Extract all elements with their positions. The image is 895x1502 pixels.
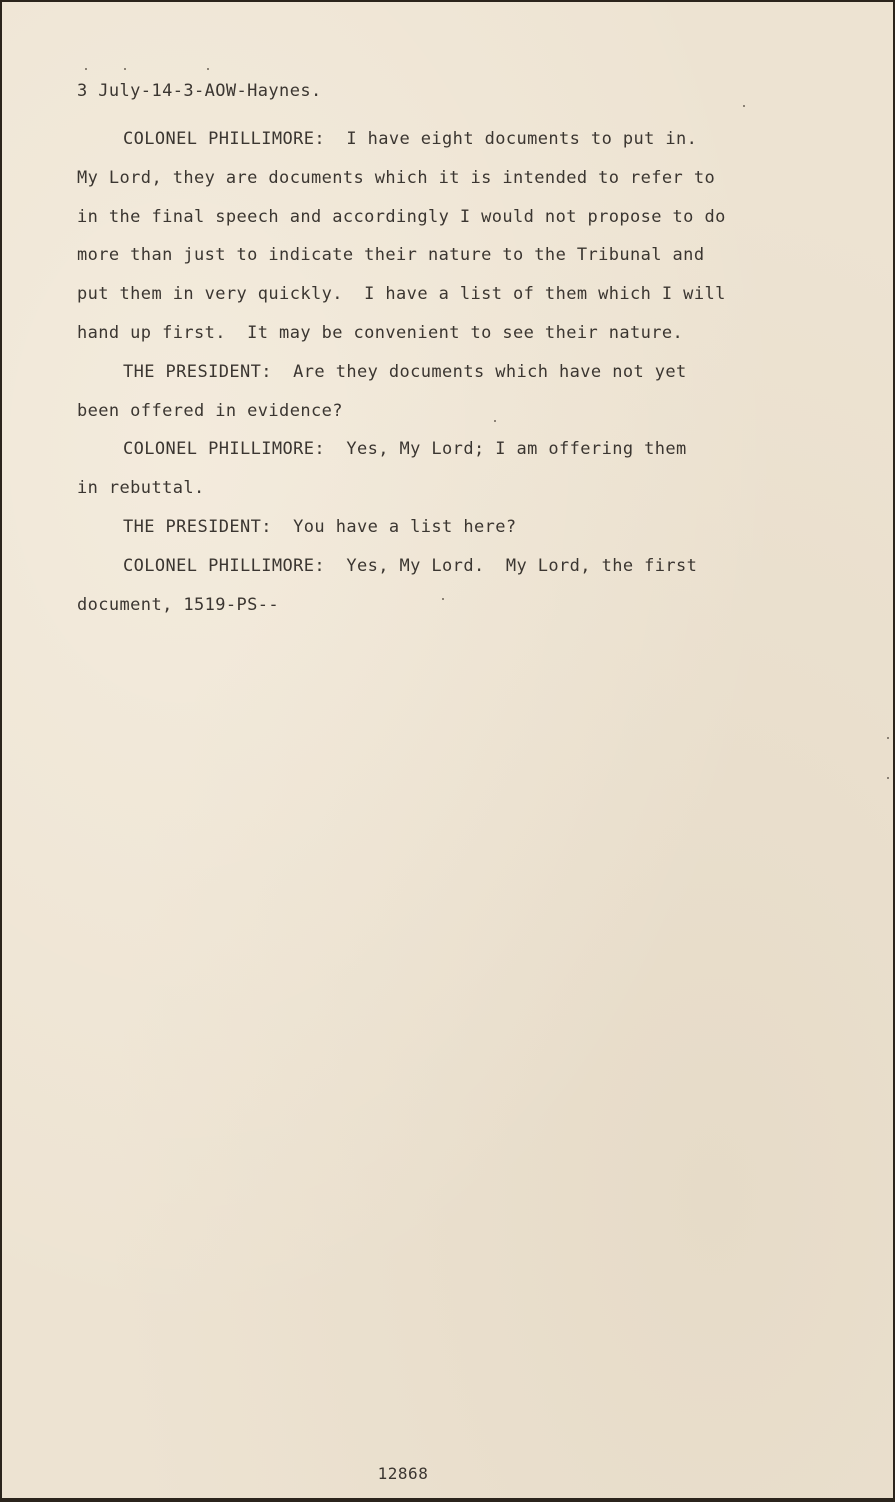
text-line: COLONEL PHILLIMORE: Yes, My Lord. My Lord, the first xyxy=(123,555,698,576)
text-line: been offered in evidence? xyxy=(77,400,343,421)
paper-speck xyxy=(494,420,496,422)
paper-speck xyxy=(743,105,745,107)
paper-speck xyxy=(887,777,889,779)
page-number: 12868 xyxy=(377,1464,429,1483)
paper-speck xyxy=(207,68,209,70)
typed-transcript xyxy=(77,78,807,630)
document-page xyxy=(2,2,893,1498)
text-line: COLONEL PHILLIMORE: Yes, My Lord; I am offering them xyxy=(123,439,687,460)
text-line: document, 1519-PS-- xyxy=(77,594,280,615)
text-line: COLONEL PHILLIMORE: I have eight documents to put in. xyxy=(123,129,698,149)
paper-speck xyxy=(124,68,126,70)
paper-speck xyxy=(442,598,444,600)
text-line: in rebuttal. xyxy=(77,478,205,499)
paper-speck xyxy=(887,737,889,739)
text-line: put them in very quickly. I have a list of them which I will xyxy=(77,284,726,305)
text-line: My Lord, they are documents which it is intended to refer to xyxy=(77,167,716,188)
text-line: more than just to indicate their nature to the Tribunal and xyxy=(77,245,705,266)
paper-speck xyxy=(85,68,87,70)
header-reference: 3 July-14-3-AOW-Haynes. xyxy=(77,81,322,101)
text-line: hand up first. It may be convenient to see their nature. xyxy=(77,322,684,343)
text-line: THE PRESIDENT: You have a list here? xyxy=(123,516,517,537)
text-line: THE PRESIDENT: Are they documents which have not yet xyxy=(123,361,687,382)
text-line: in the final speech and accordingly I would not propose to do xyxy=(77,206,726,227)
